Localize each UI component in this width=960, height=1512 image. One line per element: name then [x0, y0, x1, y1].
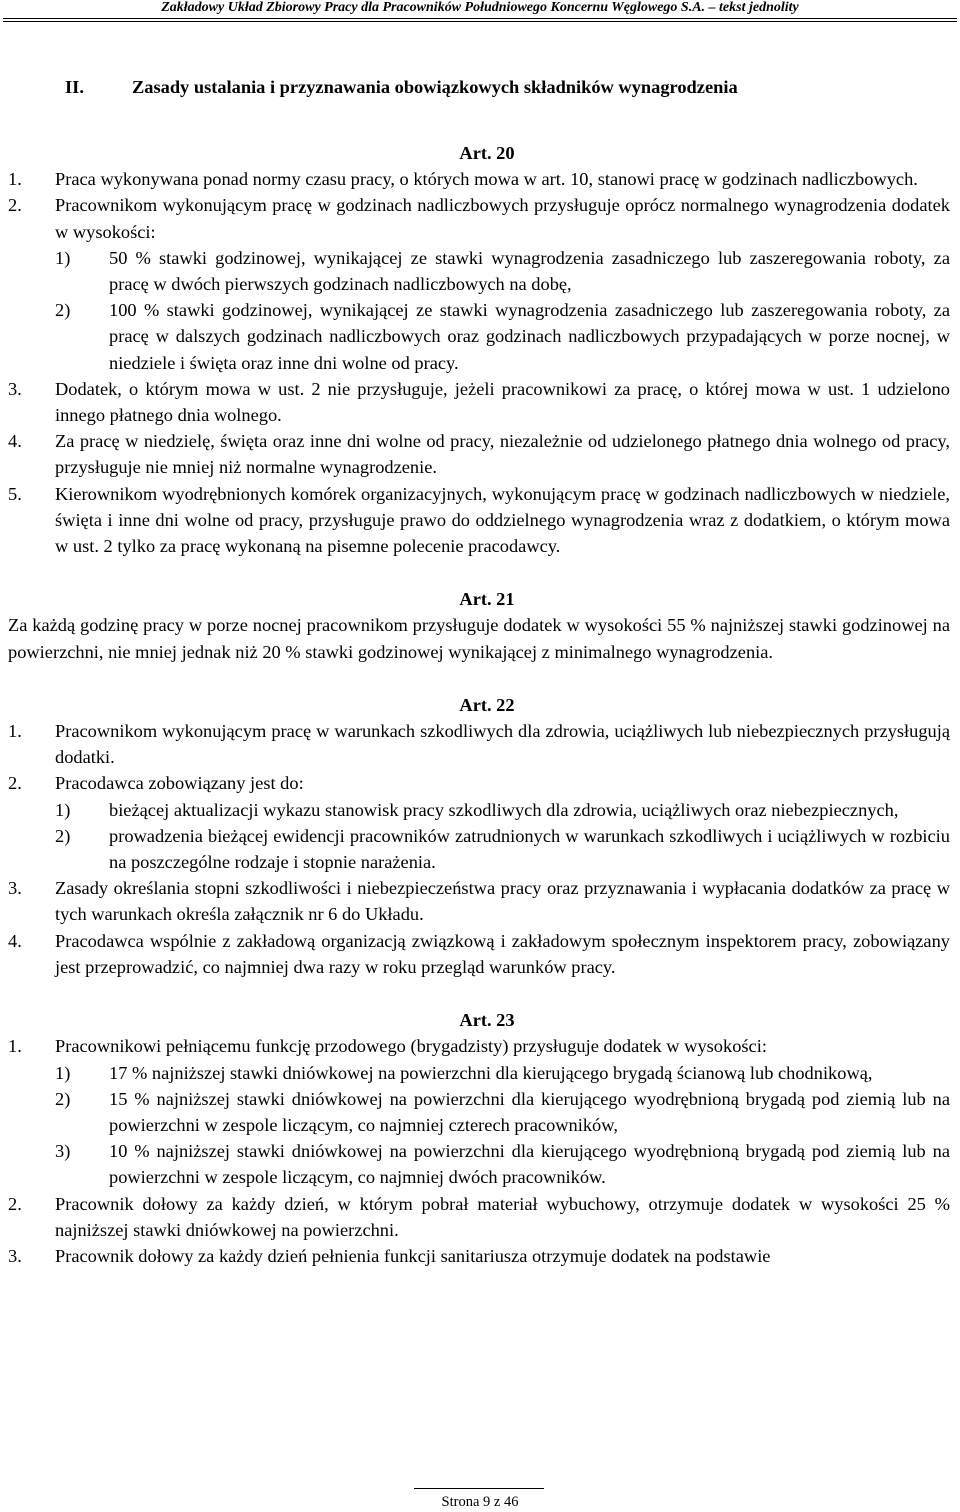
paragraph-number: 2. [8, 195, 22, 216]
paragraph [0, 1033, 960, 1059]
paragraph-text: Zasady określania stopni szkodliwości i niebezpieczeństwa pracy oraz przyznawania i wypłacania dodatków za pracę w tych warunkach określa załącznik nr 6 do Układu. [55, 878, 950, 925]
header-rule-bottom [3, 21, 957, 22]
point-text: 17 % najniższej stawki dniówkowej na powierzchni dla kierującego brygadą ścianową lub chodnikową, [109, 1062, 873, 1083]
article-heading-21: Art. 21 [459, 589, 515, 610]
point-number: 1) [55, 1062, 71, 1083]
paragraph-text: Pracownikowi pełniącemu funkcję przodowego (brygadzisty) przysługuje dodatek w wysokości: [55, 1036, 767, 1057]
paragraph [0, 770, 960, 796]
paragraph-text: Pracodawca zobowiązany jest do: [55, 773, 304, 794]
paragraph-number: 4. [8, 431, 22, 452]
article-heading-23: Art. 23 [459, 1010, 515, 1031]
chapter-title: Zasady ustalania i przyznawania obowiązkowych składników wynagrodzenia [132, 77, 738, 97]
paragraph-number: 1. [8, 169, 22, 190]
list-point [55, 1060, 950, 1086]
point-number: 2) [55, 1088, 71, 1109]
point-text: 15 % najniższej stawki dniówkowej na powierzchni dla kierującego wyodrębnioną brygadą pod ziemią lub na powierzchni w zespole liczącym, co najmniej czterech pracowników, [109, 1088, 950, 1135]
page-number: Strona 9 z 46 [441, 1494, 519, 1510]
paragraph [0, 481, 960, 560]
paragraph-number: 3. [8, 378, 22, 399]
paragraph-number: 5. [8, 483, 22, 504]
chapter-number: II. [65, 77, 84, 97]
paragraph [0, 928, 960, 980]
paragraph-text: Pracownik dołowy za każdy dzień pełnienia funkcji sanitariusza otrzymuje dodatek na podstawie [55, 1245, 771, 1266]
paragraph-number: 3. [8, 1245, 22, 1266]
paragraph [0, 1191, 960, 1243]
paragraph-text: Pracownikom wykonującym pracę w godzinach nadliczbowych przysługuje oprócz normalnego wynagrodzenia dodatek w wysokości: [55, 195, 950, 242]
list-point [55, 1138, 950, 1190]
paragraph [0, 166, 960, 192]
chapter-heading [0, 74, 960, 100]
list-point [55, 297, 950, 376]
point-number: 2) [55, 825, 71, 846]
paragraph-text: Pracownik dołowy za każdy dzień, w którym pobrał materiał wybuchowy, otrzymuje dodatek w wysokości 25 % najniższej stawki dniówkowej na powierzchni. [55, 1193, 950, 1240]
paragraph [0, 376, 960, 428]
footer-rule [414, 1488, 544, 1489]
point-number: 3) [55, 1141, 71, 1162]
paragraph-text: Pracownikom wykonującym pracę w warunkach szkodliwych dla zdrowia, uciążliwych lub niebezpiecznych przysługują dodatki. [55, 721, 950, 768]
article-text: Za każdą godzinę pracy w porze nocnej pracownikom przysługuje dodatek w wysokości 55 % najniższej stawki godzinowej na powierzchni, nie mniej jednak niż 20 % stawki godzinowej wynikającej z minimalnego wynagrodzenia. [8, 615, 950, 662]
list-point [55, 823, 950, 875]
point-text: bieżącej aktualizacji wykazu stanowisk pracy szkodliwych dla zdrowia, uciążliwych oraz niebezpiecznych, [109, 799, 899, 820]
paragraph-number: 4. [8, 930, 22, 951]
paragraph [0, 192, 960, 244]
paragraph-text: Pracodawca wspólnie z zakładową organizacją związkową i zakładowym społecznym inspektorem pracy, zobowiązany jest przeprowadzić, co najmniej dwa razy w roku przegląd warunków pracy. [55, 930, 950, 977]
list-point [55, 1086, 950, 1138]
point-number: 1) [55, 247, 71, 268]
paragraph [0, 1243, 960, 1269]
point-number: 2) [55, 300, 71, 321]
point-text: 100 % stawki godzinowej, wynikającej ze stawki wynagrodzenia zasadniczego lub zaszeregowania roboty, za pracę w dalszych godzinach nadliczbowych oraz godzinach nadliczbowych przypadających w porze nocnej, w niedziele i święta oraz inne dni wolne od pracy. [109, 300, 950, 373]
point-number: 1) [55, 799, 71, 820]
paragraph-number: 2. [8, 1193, 22, 1214]
list-point [55, 797, 950, 823]
paragraph [0, 875, 960, 927]
header-rule-top [3, 18, 957, 19]
paragraph-text: Dodatek, o którym mowa w ust. 2 nie przysługuje, jeżeli pracownikowi za pracę, o której mowa w ust. 1 udzielono innego płatnego dnia wolnego. [55, 378, 950, 426]
running-header: Zakładowy Układ Zbiorowy Pracy dla Pracowników Południowego Koncernu Węglowego S.A. – tekst jednolity [161, 0, 799, 15]
paragraph-text: Kierownikom wyodrębnionych komórek organizacyjnych, wykonującym pracę w godzinach nadliczbowych w niedziele, święta i inne dni wolne od pracy, przysługuje prawo do oddzielnego wynagrodzenia wraz z dodatkiem, o którym mowa w ust. 2 tylko za pracę wykonaną na pisemne polecenie pracodawcy. [55, 483, 950, 557]
paragraph-text: Praca wykonywana ponad normy czasu pracy, o których mowa w art. 10, stanowi pracę w godzinach nadliczbowych. [55, 169, 918, 190]
paragraph-number: 3. [8, 878, 22, 899]
article-heading-20: Art. 20 [459, 143, 515, 163]
paragraph-number: 2. [8, 773, 22, 794]
paragraph-number: 1. [8, 1036, 22, 1057]
list-point [55, 245, 950, 297]
point-text: 10 % najniższej stawki dniówkowej na powierzchni dla kierującego wyodrębnioną brygadą pod ziemią lub na powierzchni w zespole liczącym, co najmniej dwóch pracowników. [109, 1141, 950, 1188]
document-body [0, 74, 960, 1269]
paragraph-number: 1. [8, 721, 22, 742]
point-text: prowadzenia bieżącej ewidencji pracowników zatrudnionych w warunkach szkodliwych i uciążliwych w rozbiciu na poszczególne rodzaje i stopnie narażenia. [109, 825, 950, 873]
point-text: 50 % stawki godzinowej, wynikającej ze stawki wynagrodzenia zasadniczego lub zaszeregowania roboty, za pracę w dwóch pierwszych godzinach nadliczbowych na dobę, [109, 247, 950, 295]
paragraph [0, 718, 960, 770]
article-heading-22: Art. 22 [459, 694, 515, 715]
paragraph-text: Za pracę w niedzielę, święta oraz inne dni wolne od pracy, niezależnie od udzielonego płatnego dnia wolnego od pracy, przysługuje nie mniej niż normalne wynagrodzenie. [55, 431, 950, 478]
paragraph [0, 428, 960, 480]
